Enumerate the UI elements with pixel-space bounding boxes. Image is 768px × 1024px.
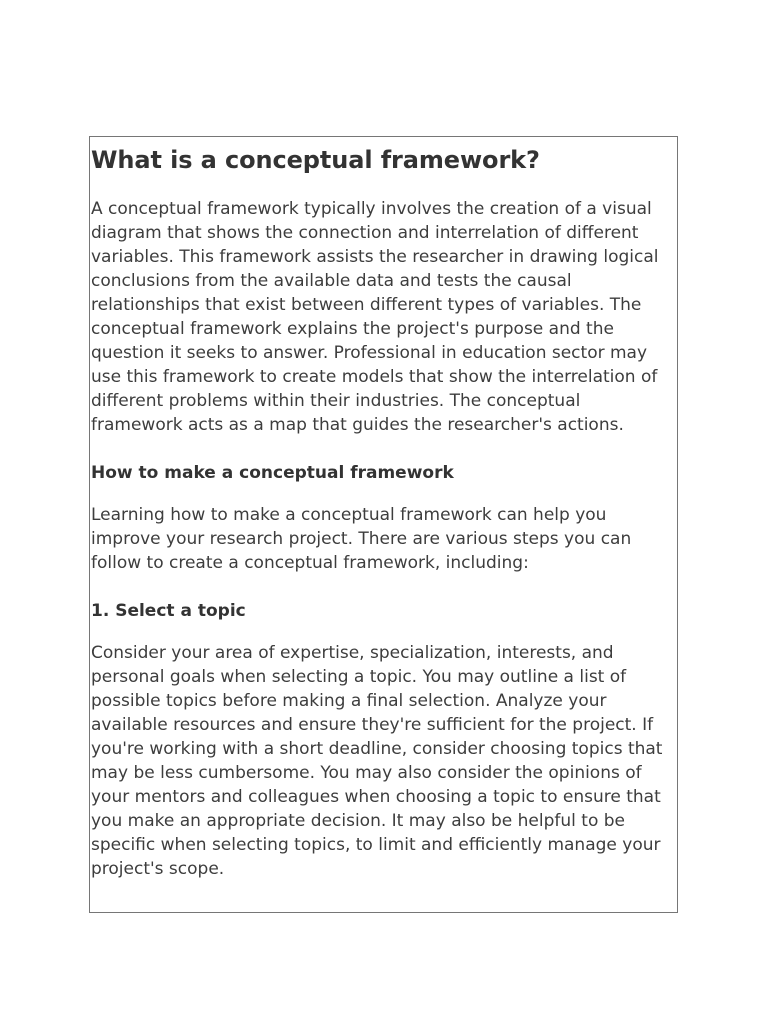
document-frame — [89, 136, 678, 913]
paragraph-how-to-make: Learning how to make a conceptual framework can help you improve your research project. There are various steps you can follow to create a conceptual framework, including: — [91, 505, 632, 573]
section-heading-how-to-make: How to make a conceptual framework — [91, 463, 454, 483]
document-body — [90, 145, 677, 913]
paragraph-select-a-topic: Consider your area of expertise, specialization, interests, and personal goals when selecting a topic. You may outline a list of possible topics before making a final selection. Analyze your available resources and ensure they're sufficient for the project. If you're working with a short deadline, consider choosing topics that may be less cumbersome. You may also consider the opinions of your mentors and colleagues when choosing a topic to ensure that you make an appropriate decision. It may also be helpful to be specific when selecting topics, to limit and efficiently manage your project's scope. — [91, 643, 663, 879]
page-title: What is a conceptual framework? — [91, 146, 540, 174]
step-heading-select-a-topic: 1. Select a topic — [91, 601, 246, 621]
paragraph-intro: A conceptual framework typically involves the creation of a visual diagram that shows the connection and interrelation of different variables. This framework assists the researcher in drawing logical conclusions from the available data and tests the causal relationships that exist between different types of variables. The conceptual framework explains the project's purpose and the question it seeks to answer. Professional in education sector may use this framework to create models that show the interrelation of different problems within their industries. The conceptual framework acts as a map that guides the researcher's actions. — [91, 199, 659, 435]
